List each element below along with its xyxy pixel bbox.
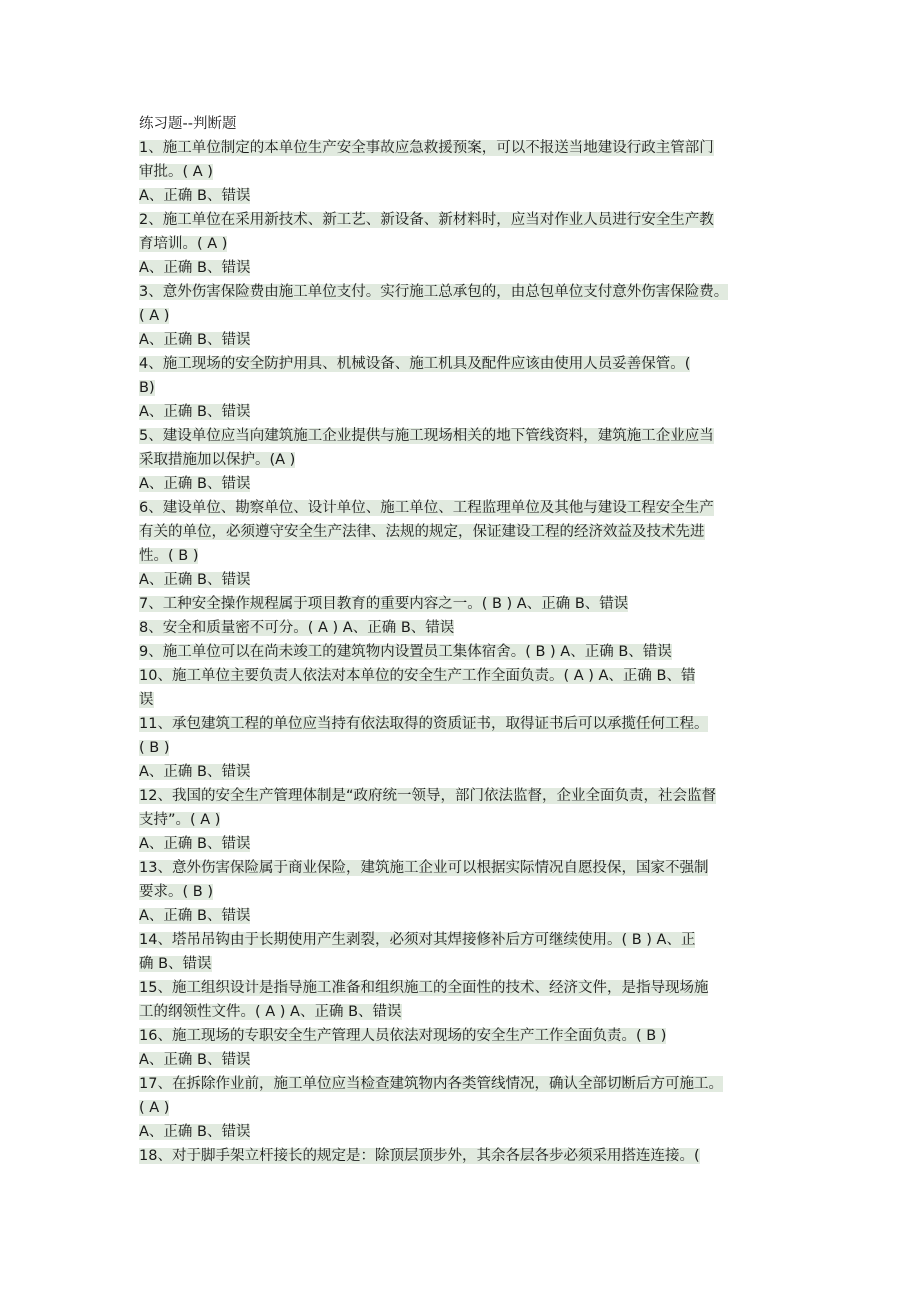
text-line-content: B) [139, 380, 155, 396]
text-line-content: A、正确 B、错误 [139, 188, 251, 204]
text-line-content: 确 B、错误 [139, 956, 212, 972]
text-line [139, 832, 799, 856]
text-line-content: 3、意外伤害保险费由施工单位支付。实行施工总承包的，由总包单位支付意外伤害保险费。 [139, 284, 729, 300]
text-line-content: 采取措施加以保护。(A ) [139, 452, 296, 468]
text-line [139, 520, 799, 544]
text-line [139, 808, 799, 832]
text-line-content: 11、承包建筑工程的单位应当持有依法取得的资质证书，取得证书后可以承揽任何工程。 [139, 716, 709, 732]
text-line [139, 1000, 799, 1024]
text-line [139, 904, 799, 928]
text-line-content: 12、我国的安全生产管理体制是“政府统一领导，部门依法监督，企业全面负责，社会监督 [139, 788, 716, 804]
text-line-content: 10、施工单位主要负责人依法对本单位的安全生产工作全面负责。( A ) A、正确 B、错 [139, 668, 696, 684]
text-line-content: 8、安全和质量密不可分。( A ) A、正确 B、错误 [139, 620, 455, 636]
text-line-content: 17、在拆除作业前，施工单位应当检查建筑物内各类管线情况，确认全部切断后方可施工。 [139, 1076, 723, 1092]
text-line [139, 352, 799, 376]
text-line [139, 160, 799, 184]
text-line [139, 976, 799, 1000]
text-line [139, 784, 799, 808]
text-line-content: A、正确 B、错误 [139, 332, 251, 348]
question-list [139, 136, 799, 1168]
text-line [139, 880, 799, 904]
document-title: 练习题--判断题 [139, 116, 237, 132]
text-line-content: A、正确 B、错误 [139, 260, 251, 276]
text-line-content: 有关的单位，必须遵守安全生产法律、法规的规定，保证建设工程的经济效益及技术先进 [139, 524, 705, 540]
text-line [139, 952, 799, 976]
text-line-content: A、正确 B、错误 [139, 1124, 251, 1140]
text-line [139, 736, 799, 760]
text-line [139, 1144, 799, 1168]
text-line [139, 1120, 799, 1144]
text-line [139, 184, 799, 208]
text-line-content: A、正确 B、错误 [139, 404, 251, 420]
text-line [139, 1096, 799, 1120]
text-line-content: 育培训。( A ) [139, 236, 228, 252]
text-line [139, 256, 799, 280]
text-line-content: ( B ) [139, 740, 170, 756]
text-line-content: A、正确 B、错误 [139, 908, 251, 924]
text-line [139, 424, 799, 448]
text-line [139, 712, 799, 736]
text-line-content: 要求。( B ) [139, 884, 213, 900]
text-line [139, 280, 799, 304]
text-line [139, 592, 799, 616]
text-line-content: A、正确 B、错误 [139, 836, 251, 852]
text-line-content: A、正确 B、错误 [139, 1052, 251, 1068]
text-line [139, 568, 799, 592]
text-line-content: 15、施工组织设计是指导施工准备和组织施工的全面性的技术、经济文件，是指导现场施 [139, 980, 709, 996]
text-line [139, 472, 799, 496]
text-line [139, 400, 799, 424]
text-line [139, 688, 799, 712]
text-line [139, 760, 799, 784]
text-line [139, 1072, 799, 1096]
text-line [139, 136, 799, 160]
text-line [139, 1024, 799, 1048]
text-line-content: ( A ) [139, 308, 170, 324]
text-line-content: 1、施工单位制定的本单位生产安全事故应急救援预案，可以不报送当地建设行政主管部门 [139, 140, 714, 156]
text-line-content: 13、意外伤害保险属于商业保险，建筑施工企业可以根据实际情况自愿投保，国家不强制 [139, 860, 709, 876]
text-line-content: 7、工种安全操作规程属于项目教育的重要内容之一。( B ) A、正确 B、错误 [139, 596, 629, 612]
text-line-content: 14、塔吊吊钩由于长期使用产生剥裂，必须对其焊接修补后方可继续使用。( B ) A、正 [139, 932, 696, 948]
text-line [139, 616, 799, 640]
text-line-content: 工的纲领性文件。( A ) A、正确 B、错误 [139, 1004, 402, 1020]
text-line-content: 5、建设单位应当向建筑施工企业提供与施工现场相关的地下管线资料，建筑施工企业应当 [139, 428, 714, 444]
text-line [139, 640, 799, 664]
text-line [139, 304, 799, 328]
text-line [139, 856, 799, 880]
text-line [139, 664, 799, 688]
document-content [139, 112, 799, 1168]
text-line [139, 208, 799, 232]
text-line-content: 6、建设单位、勘察单位、设计单位、施工单位、工程监理单位及其他与建设工程安全生产 [139, 500, 714, 516]
text-line-content: 4、施工现场的安全防护用具、机械设备、施工机具及配件应该由使用人员妥善保管。( [139, 356, 691, 372]
text-line-content: 性。( B ) [139, 548, 199, 564]
text-line-content: 审批。( A ) [139, 164, 213, 180]
text-line-content: ( A ) [139, 1100, 170, 1116]
text-line-content: A、正确 B、错误 [139, 476, 251, 492]
text-line-content: 2、施工单位在采用新技术、新工艺、新设备、新材料时，应当对作业人员进行安全生产教 [139, 212, 714, 228]
text-line [139, 448, 799, 472]
text-line-content: 支持”。( A ) [139, 812, 221, 828]
text-line-content: 16、施工现场的专职安全生产管理人员依法对现场的安全生产工作全面负责。( B ) [139, 1028, 667, 1044]
text-line [139, 1048, 799, 1072]
text-line-content: A、正确 B、错误 [139, 572, 251, 588]
text-line-content: A、正确 B、错误 [139, 764, 251, 780]
text-line [139, 496, 799, 520]
text-line-content: 9、施工单位可以在尚未竣工的建筑物内设置员工集体宿舍。( B ) A、正确 B、错误 [139, 644, 672, 660]
text-line-content: 误 [139, 692, 154, 708]
text-line [139, 928, 799, 952]
text-line [139, 328, 799, 352]
text-line [139, 376, 799, 400]
text-line-content: 18、对于脚手架立杆接长的规定是：除顶层顶步外，其余各层各步必须采用搭连连接。( [139, 1148, 700, 1164]
text-line [139, 544, 799, 568]
text-line [139, 232, 799, 256]
